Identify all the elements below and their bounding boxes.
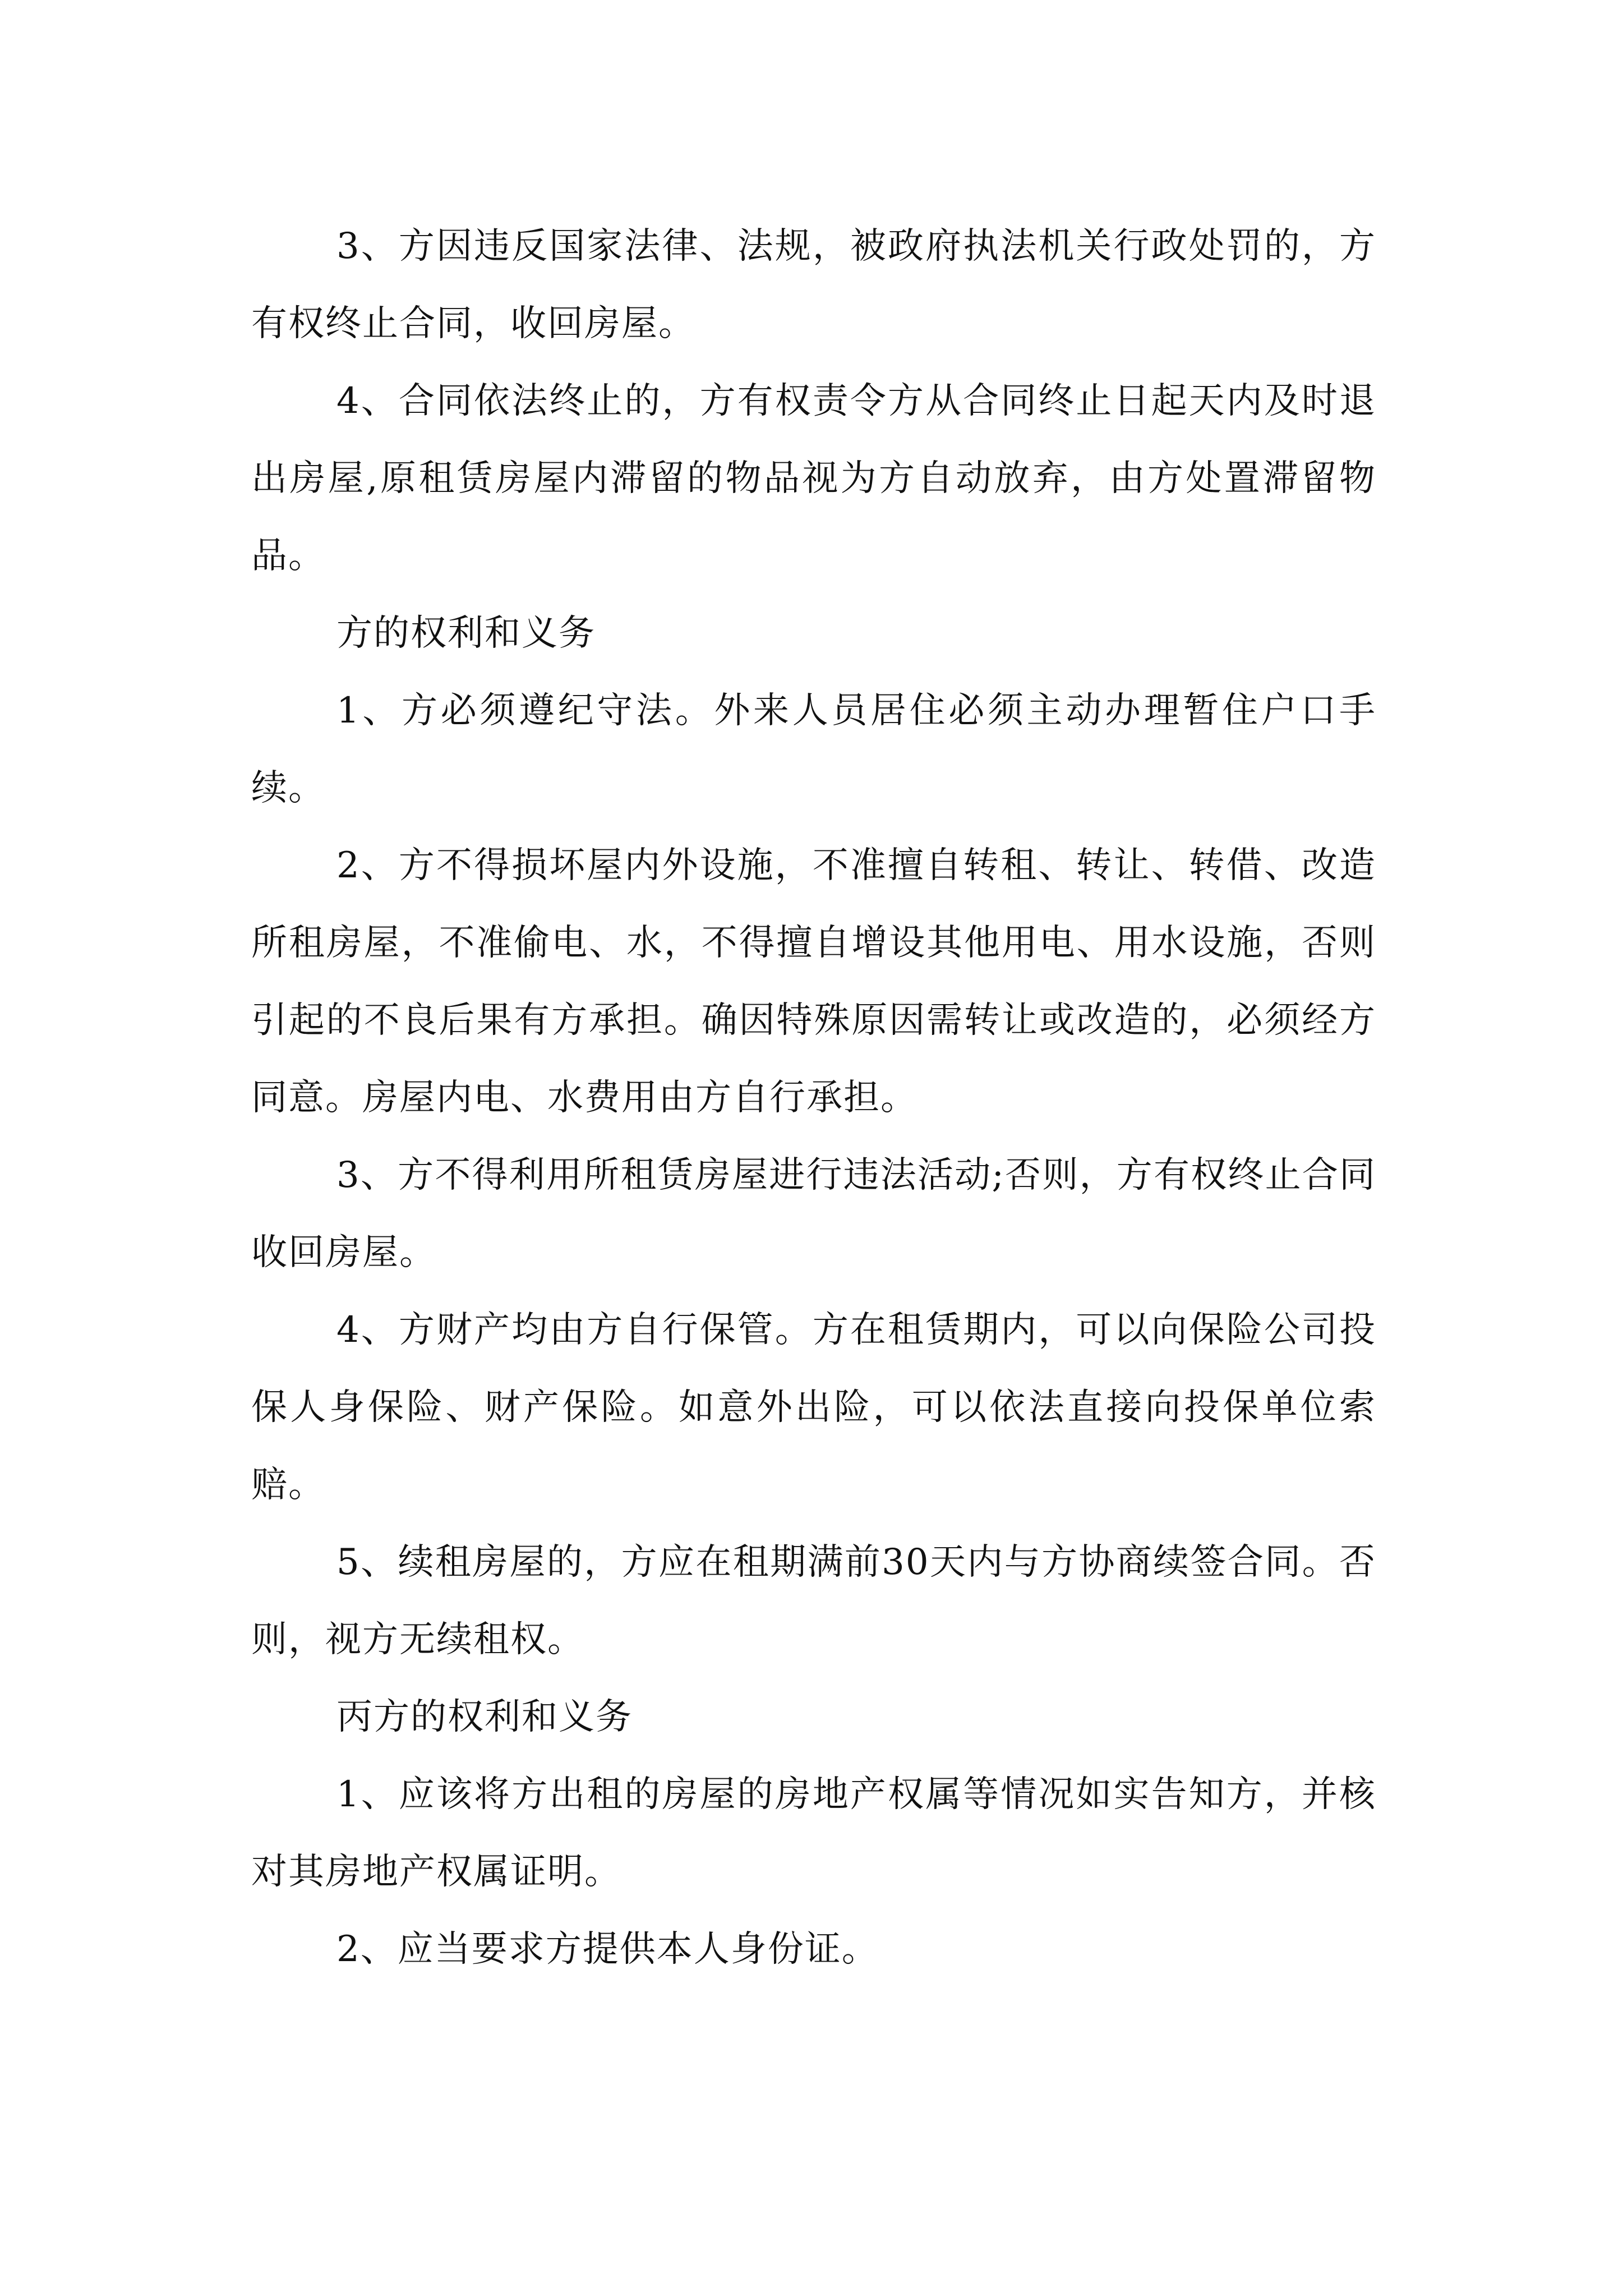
clause-4-vacate-premises: 4、合同依法终止的，方有权责令方从合同终止日起天内及时退出房屋,原租赁房屋内滞留的物品视为方自动放弃，由方处置滞留物品。 [251,380,1376,577]
clause-3-termination-penalty: 3、方因违反国家法律、法规，被政府执法机关行政处罚的，方有权终止合同，收回房屋。 [251,226,1376,344]
tenant-clause-3-illegal-activity: 3、方不得利用所租赁房屋进行违法活动;否则，方有权终止合同收回房屋。 [251,1154,1376,1273]
tenant-clause-5-renewal: 5、续租房屋的，方应在租期满前30天内与方协商续签合同。否则，视方无续租权。 [251,1542,1376,1660]
tenant-clause-2-facilities: 2、方不得损坏屋内外设施，不准擅自转租、转让、转借、改造所租房屋，不准偷电、水，不得擅自增设其他用电、用水设施，否则引起的不良后果有方承担。确因特殊原因需转让或改造的，必须经方同意。房屋内电、水费用由方自行承担。 [251,845,1376,1119]
document-body [251,208,1376,1988]
tenant-clause-1-law-abiding: 1、方必须遵纪守法。外来人员居住必须主动办理暂住户口手续。 [251,690,1376,809]
tenant-clause-4-property-insurance: 4、方财产均由方自行保管。方在租赁期内，可以向保险公司投保人身保险、财产保险。如意外出险，可以依法直接向投保单位索赔。 [251,1309,1376,1506]
party-c-clause-2-id-card: 2、应当要求方提供本人身份证。 [336,1929,879,1970]
party-c-clause-1-disclosure: 1、应该将方出租的房屋的房地产权属等情况如实告知方，并核对其房地产权属证明。 [251,1774,1376,1893]
section-heading-party-c-rights: 丙方的权利和义务 [336,1696,633,1738]
section-heading-tenant-rights: 方的权利和义务 [336,613,596,654]
